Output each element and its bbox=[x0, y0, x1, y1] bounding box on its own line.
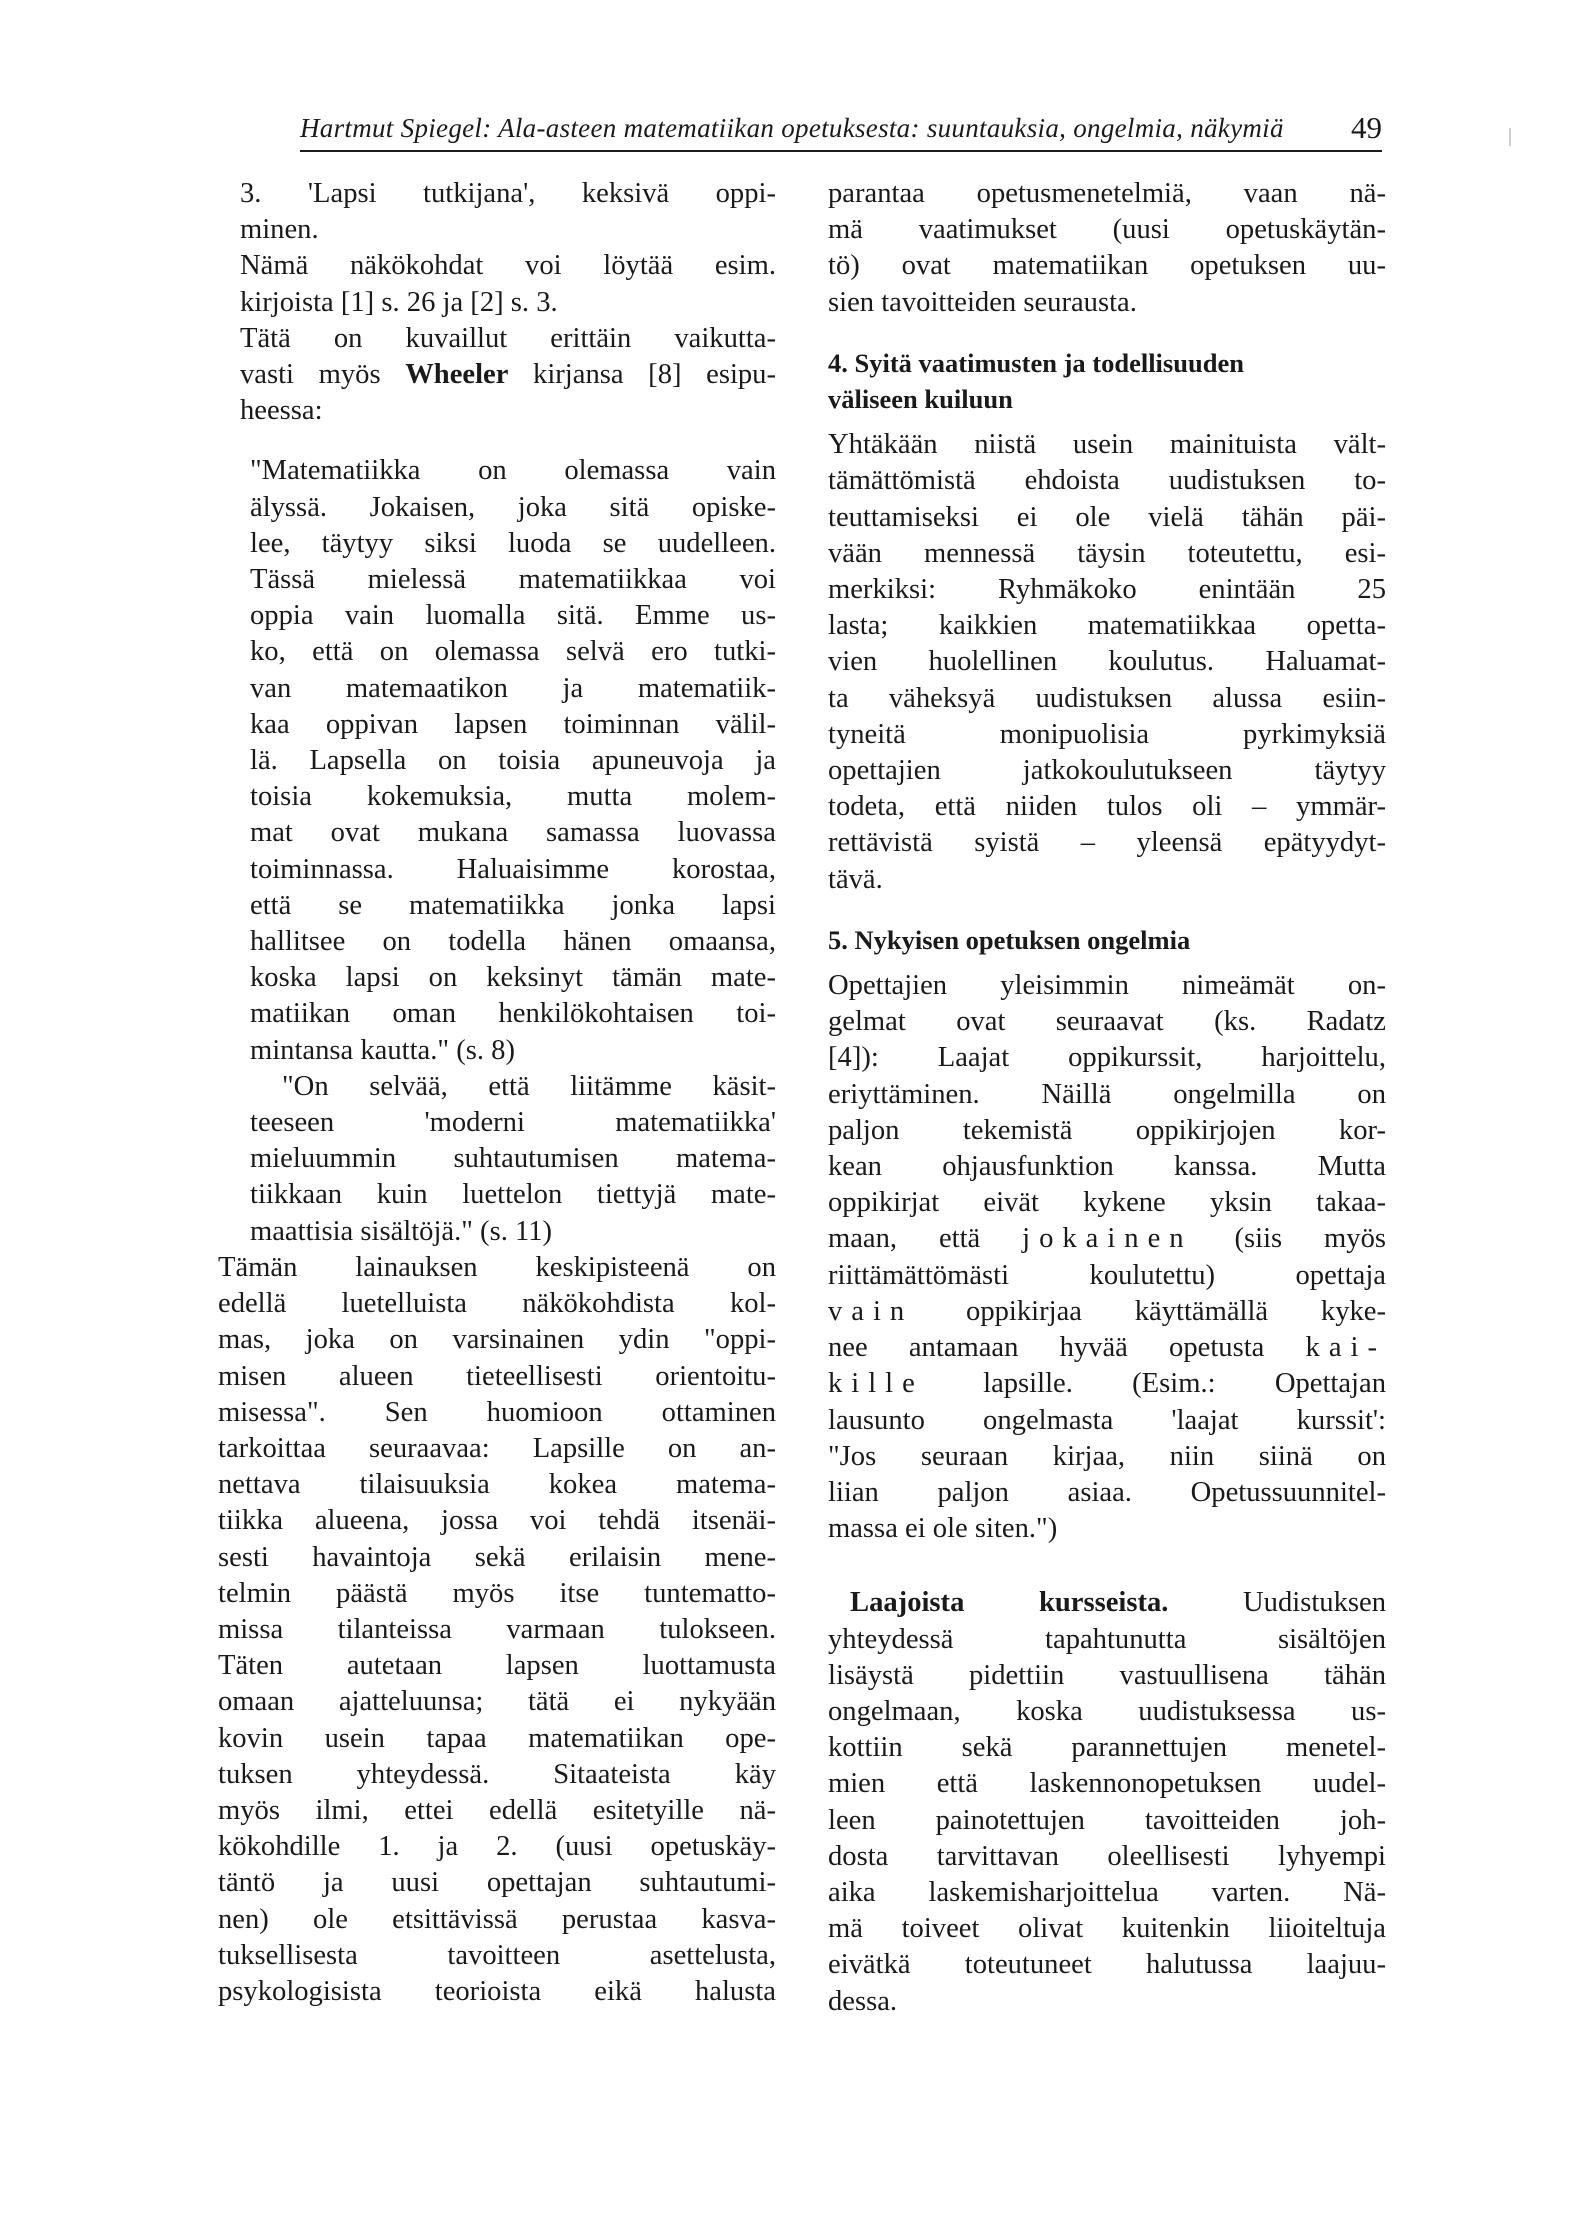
spacer bbox=[828, 958, 1386, 968]
text-line: riittämättömästi koulutettu) opettaja bbox=[828, 1259, 1386, 1291]
section-heading-5: 5. Nykyisen opetuksen ongelmia bbox=[828, 924, 1191, 955]
quote-line: oppia vain luomalla sitä. Emme us- bbox=[250, 600, 776, 632]
text-line: mä toiveet olivat kuitenkin liioiteltuja bbox=[828, 1913, 1386, 1945]
quote-line: että se matematiikka jonka lapsi bbox=[250, 889, 776, 921]
quote-line: Tässä mielessä matematiikkaa voi bbox=[250, 564, 776, 596]
text-line: mä vaatimukset (uusi opetuskäytän- bbox=[828, 214, 1386, 246]
text-line: minen. bbox=[240, 214, 319, 246]
text-line: myös ilmi, ettei edellä esitetyille nä- bbox=[218, 1794, 776, 1826]
quote-line: matiikan oman henkilökohtaisen toi- bbox=[250, 998, 776, 1030]
text-fragment: Uudistuksen bbox=[1243, 1587, 1386, 1619]
text-fragment: oppikirjaa käyttämällä kyke- bbox=[966, 1295, 1387, 1327]
emphasis-spaced: kai- bbox=[1305, 1332, 1386, 1364]
running-title: Hartmut Spiegel: Ala-asteen matematiikan opetuksesta: suuntauksia, ongelmia, näkymiä bbox=[300, 113, 1284, 143]
text-line: nen) ole etsittävissä perustaa kasva- bbox=[218, 1903, 776, 1935]
text-line: sesti havaintoja sekä erilaisin mene- bbox=[218, 1541, 776, 1573]
text-line: kovin usein tapaa matematiikan ope- bbox=[218, 1722, 776, 1754]
quote-line: toiminnassa. Haluaisimme korostaa, bbox=[250, 853, 776, 885]
text-line bbox=[828, 1366, 1386, 1402]
text-line: [4]): Laajat oppikurssit, harjoittelu, bbox=[828, 1042, 1386, 1074]
text-line: eriyttäminen. Näillä ongelmilla on bbox=[828, 1078, 1386, 1110]
quote-line: koska lapsi on keksinyt tämän mate- bbox=[250, 962, 776, 994]
quote-line: älyssä. Jokaisen, joka sitä opiske- bbox=[250, 491, 776, 523]
quote-line: mieluummin suhtautumisen matema- bbox=[250, 1143, 776, 1175]
text-line: misessa". Sen huomioon ottaminen bbox=[218, 1396, 776, 1428]
section-heading-4: 4. Syitä vaatimusten ja todellisuuden bbox=[828, 347, 1244, 378]
text-line: massa ei ole siten.") bbox=[828, 1513, 1058, 1545]
text-line: misen alueen tieteellisesti orientoitu- bbox=[218, 1360, 776, 1392]
emphasis-spaced: jokainen bbox=[1022, 1223, 1193, 1255]
text-fragment: vasti myös bbox=[240, 359, 381, 391]
text-line: edellä luetelluista näkökohdista kol- bbox=[218, 1288, 776, 1320]
quote-line: lee, täytyy siksi luoda se uudelleen. bbox=[250, 527, 776, 559]
quote-line: ko, että on olemassa selvä ero tutki- bbox=[250, 636, 776, 668]
text-line: tuksellisesta tavoitteen asettelusta, bbox=[218, 1939, 776, 1971]
quote-line: kaa oppivan lapsen toiminnan välil- bbox=[250, 708, 776, 740]
text-line: vään mennessä täysin toteutettu, esi- bbox=[828, 537, 1386, 569]
text-line bbox=[828, 1330, 1386, 1366]
quote-line: van matemaatikon ja matematiik- bbox=[250, 672, 776, 704]
text-line: tö) ovat matematiikan opetuksen uu- bbox=[828, 250, 1386, 282]
text-line bbox=[828, 1221, 1386, 1257]
text-line: telmin päästä myös itse tuntematto- bbox=[218, 1577, 776, 1609]
text-fragment: kirjansa [8] esipu- bbox=[533, 359, 777, 391]
emphasis-spaced: vain bbox=[828, 1295, 914, 1327]
text-line: ta väheksyä uudistuksen alussa esiin- bbox=[828, 682, 1386, 714]
quote-line: "On selvää, että liitämme käsit- bbox=[282, 1070, 776, 1102]
text-line: merkiksi: Ryhmäkoko enintään 25 bbox=[828, 574, 1386, 606]
text-line: tämättömistä ehdoista uudistuksen to- bbox=[828, 465, 1386, 497]
text-line: aika laskemisharjoittelua varten. Nä- bbox=[828, 1876, 1386, 1908]
quote-line: teeseen 'moderni matematiikka' bbox=[250, 1107, 776, 1139]
text-line: oppikirjat eivät kykene yksin takaa- bbox=[828, 1187, 1386, 1219]
text-line: sien tavoitteiden seurausta. bbox=[828, 286, 1137, 318]
text-line: Tätä on kuvaillut erittäin vaikutta- bbox=[240, 322, 776, 354]
text-line: dessa. bbox=[828, 1985, 898, 2017]
text-line: dosta tarvittavan oleellisesti lyhyempi bbox=[828, 1840, 1386, 1872]
text-line: liian paljon asiaa. Opetussuunnitel- bbox=[828, 1476, 1386, 1508]
quote-line: hallitsee on todella hänen omaansa, bbox=[250, 926, 776, 958]
text-line: ongelmaan, koska uudistuksessa us- bbox=[828, 1695, 1386, 1727]
quote-line: mat ovat mukana samassa luovassa bbox=[250, 817, 776, 849]
text-line: lausunto ongelmasta 'laajat kurssit': bbox=[828, 1404, 1386, 1436]
text-line bbox=[828, 1585, 1386, 1621]
quote-line: lä. Lapsella on toisia apuneuvoja ja bbox=[250, 745, 776, 777]
spacer bbox=[828, 417, 1386, 427]
text-line: eivätkä toteutuneet halutussa laajuu- bbox=[828, 1949, 1386, 1981]
quote-line: "Matematiikka on olemassa vain bbox=[250, 455, 776, 487]
run-in-heading: Laajoista kursseista. bbox=[850, 1587, 1169, 1619]
text-line: gelmat ovat seuraavat (ks. Radatz bbox=[828, 1006, 1386, 1038]
text-line: omaan ajatteluunsa; tätä ei nykyään bbox=[218, 1686, 776, 1718]
text-line: mas, joka on varsinainen ydin "oppi- bbox=[218, 1324, 776, 1356]
text-line: tuksen yhteydessä. Sitaateista käy bbox=[218, 1758, 776, 1790]
text-line: lasta; kaikkien matematiikkaa opetta- bbox=[828, 610, 1386, 642]
spacer bbox=[218, 429, 776, 453]
text-line: teuttamiseksi ei ole vielä tähän päi- bbox=[828, 501, 1386, 533]
text-line: todeta, että niiden tulos oli – ymmär- bbox=[828, 791, 1386, 823]
text-line bbox=[218, 357, 776, 393]
text-line: "Jos seuraan kirjaa, niin siinä on bbox=[828, 1440, 1386, 1472]
text-line: tävä. bbox=[828, 863, 883, 895]
page-header bbox=[300, 104, 1382, 152]
right-column bbox=[828, 176, 1386, 2020]
text-line: tarkoittaa seuraavaa: Lapsille on an- bbox=[218, 1432, 776, 1464]
text-line: opettajien jatkokoulutukseen täytyy bbox=[828, 755, 1386, 787]
text-line: täntö ja uusi opettajan suhtautumi- bbox=[218, 1867, 776, 1899]
text-line: rettävistä syistä – yleensä epätyydyt- bbox=[828, 827, 1386, 859]
spacer bbox=[828, 1571, 1386, 1585]
author-name: Wheeler bbox=[405, 359, 509, 391]
spacer bbox=[828, 1547, 1386, 1571]
section-heading-4-cont: väliseen kuiluun bbox=[828, 384, 1013, 415]
text-line: kottiin sekä parannettujen menetel- bbox=[828, 1732, 1386, 1764]
text-line: tyneitä monipuolisia pyrkimyksiä bbox=[828, 718, 1386, 750]
text-line: lisäystä pidettiin vastuullisena tähän bbox=[828, 1659, 1386, 1691]
text-line: missa tilanteissa varmaan tulokseen. bbox=[218, 1613, 776, 1645]
text-line bbox=[828, 1294, 1386, 1330]
text-line: Tämän lainauksen keskipisteenä on bbox=[218, 1251, 776, 1283]
text-line: tiikka alueena, jossa voi tehdä itsenäi- bbox=[218, 1505, 776, 1537]
text-line: paljon tekemistä oppikirjojen kor- bbox=[828, 1114, 1386, 1146]
left-column bbox=[218, 176, 776, 2010]
scan-artifact bbox=[1509, 128, 1511, 146]
text-line: leen painotettujen tavoitteiden joh- bbox=[828, 1804, 1386, 1836]
text-line: kökohdille 1. ja 2. (uusi opetuskäy- bbox=[218, 1831, 776, 1863]
text-line: kirjoista [1] s. 26 ja [2] s. 3. bbox=[240, 286, 558, 318]
text-line: 3. 'Lapsi tutkijana', keksivä oppi- bbox=[240, 178, 776, 209]
text-line: Täten autetaan lapsen luottamusta bbox=[218, 1650, 776, 1682]
text-fragment: maan, että bbox=[828, 1223, 981, 1255]
text-fragment: lapsille. (Esim.: Opettajan bbox=[983, 1368, 1386, 1400]
text-line: mien että laskennonopetuksen uudel- bbox=[828, 1768, 1386, 1800]
text-line: yhteydessä tapahtunutta sisältöjen bbox=[828, 1623, 1386, 1655]
page-number: 49 bbox=[1351, 110, 1382, 145]
text-line: Yhtäkään niistä usein mainituista vält- bbox=[828, 429, 1386, 461]
text-fragment: nee antamaan hyvää opetusta bbox=[828, 1332, 1265, 1364]
quote-line: toisia kokemuksia, mutta molem- bbox=[250, 781, 776, 813]
text-line: kean ohjausfunktion kanssa. Mutta bbox=[828, 1151, 1386, 1183]
spacer bbox=[828, 898, 1386, 922]
emphasis-spaced: kille bbox=[828, 1368, 924, 1400]
spacer bbox=[828, 321, 1386, 345]
text-line: parantaa opetusmenetelmiä, vaan nä- bbox=[828, 178, 1386, 209]
text-line: psykologisista teorioista eikä halusta bbox=[218, 1975, 776, 2007]
text-line: Nämä näkökohdat voi löytää esim. bbox=[240, 250, 776, 282]
text-line: vien huolellinen koulutus. Haluamat- bbox=[828, 646, 1386, 678]
quote-line: maattisia sisältöjä." (s. 11) bbox=[250, 1215, 553, 1247]
text-line: Opettajien yleisimmin nimeämät on- bbox=[828, 970, 1386, 1002]
text-fragment: (siis myös bbox=[1234, 1223, 1386, 1255]
quote-line: tiikkaan kuin luettelon tiettyjä mate- bbox=[250, 1179, 776, 1211]
text-line: nettava tilaisuuksia kokea matema- bbox=[218, 1469, 776, 1501]
quote-line: mintansa kautta." (s. 8) bbox=[250, 1034, 515, 1066]
text-line: heessa: bbox=[240, 395, 323, 427]
